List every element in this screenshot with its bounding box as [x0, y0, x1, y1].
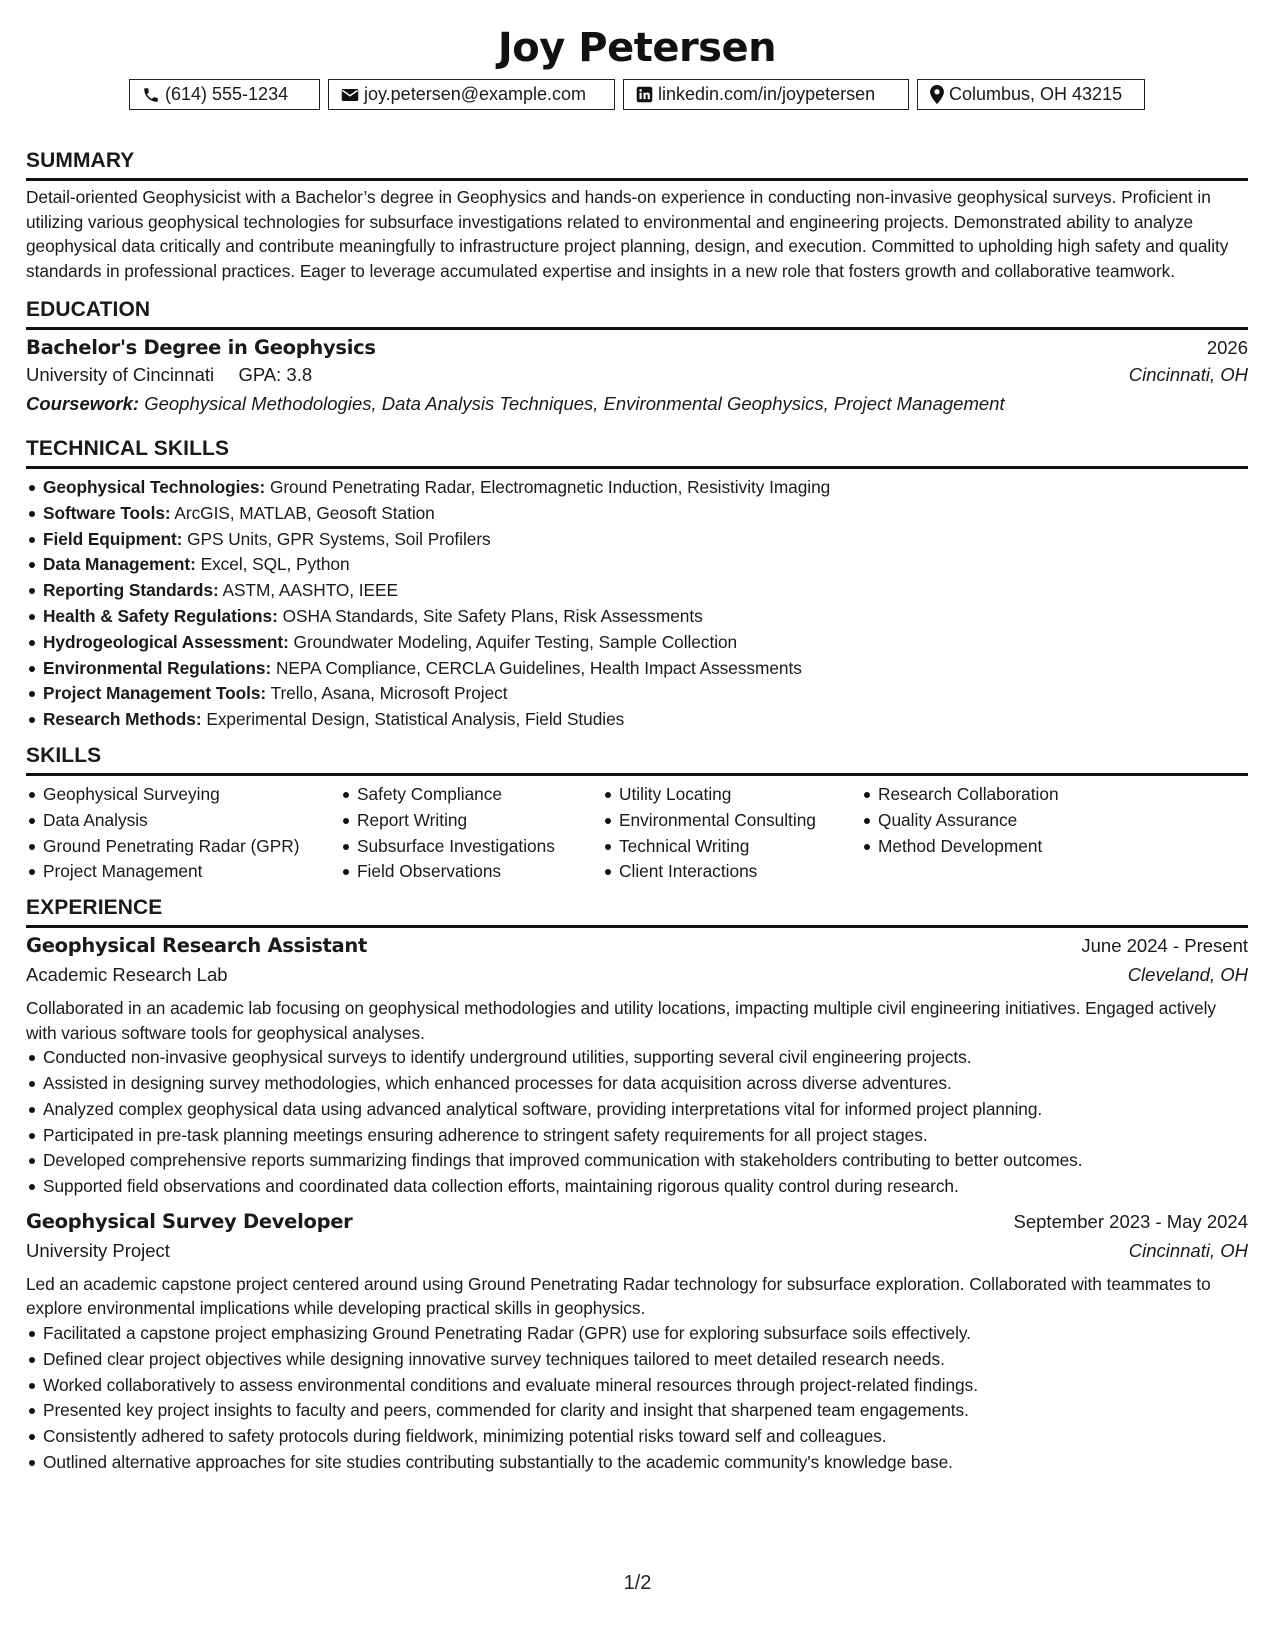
list-item: Utility Locating: [602, 782, 861, 808]
job-location: Cleveland, OH: [1127, 964, 1248, 986]
job-org-row: [26, 964, 1248, 994]
job-header-row: [26, 934, 1248, 964]
job-header-row: [26, 1210, 1248, 1240]
coursework-label: Coursework:: [26, 393, 140, 414]
contact-location[interactable]: [917, 79, 1145, 110]
list-item: Geophysical Surveying: [26, 782, 340, 808]
list-item: Analyzed complex geophysical data using advanced analytical software, providing interpretations vital for informed project planning.: [26, 1097, 1248, 1123]
job-location: Cincinnati, OH: [1128, 1239, 1248, 1261]
job-organization: Academic Research Lab: [26, 964, 228, 986]
resume-page: [26, 20, 1248, 1476]
technical-skills-list: [26, 475, 1248, 733]
list-item: Presented key project insights to faculty and peers, commended for clarity and insight that sharpened team engagements.: [26, 1398, 1248, 1424]
envelope-icon: [341, 87, 359, 103]
coursework-line: [26, 393, 1248, 422]
candidate-name: Joy Petersen: [497, 25, 777, 71]
skills-column-2: [340, 782, 602, 885]
page-number: 1/2: [623, 1572, 652, 1594]
list-item: Worked collaboratively to assess environmental conditions and evaluate mineral resources through project-related findings.: [26, 1373, 1248, 1399]
school-location: Cincinnati, OH: [1128, 364, 1248, 385]
linkedin-icon: [636, 86, 653, 103]
experience-entry: [26, 1210, 1248, 1476]
skills-grid: [26, 782, 1248, 885]
list-item: Project Management Tools: Trello, Asana, Microsoft Project: [26, 681, 1248, 707]
list-item: Reporting Standards: ASTM, AASHTO, IEEE: [26, 578, 1248, 604]
list-item: Research Methods: Experimental Design, Statistical Analysis, Field Studies: [26, 707, 1248, 733]
list-item: Environmental Consulting: [602, 808, 861, 834]
list-item: Safety Compliance: [340, 782, 602, 808]
job-dates: June 2024 - Present: [1081, 935, 1248, 957]
list-item: Environmental Regulations: NEPA Compliance, CERCLA Guidelines, Health Impact Assessments: [26, 656, 1248, 682]
job-summary: Collaborated in an academic lab focusing on geophysical methodologies and utility locations, impacting multiple civil engineering initiatives. Engaged actively with various software tools for geophysical analyses.: [26, 998, 1216, 1043]
list-item: Supported field observations and coordinated data collection efforts, maintaining rigorous quality control during research.: [26, 1174, 1248, 1200]
gpa: GPA: 3.8: [238, 364, 313, 385]
list-item: Data Analysis: [26, 808, 340, 834]
list-item: Defined clear project objectives while designing innovative survey techniques tailored to meet detailed research needs.: [26, 1347, 1248, 1373]
school-name: University of Cincinnati: [26, 364, 215, 385]
experience-entry: [26, 934, 1248, 1200]
section-title-experience: EXPERIENCE: [26, 895, 1248, 928]
map-pin-icon: [930, 85, 944, 104]
section-title-summary: SUMMARY: [26, 148, 1248, 181]
education-section: [26, 297, 1248, 422]
job-title: Geophysical Survey Developer: [26, 1209, 353, 1233]
phone-text: (614) 555-1234: [165, 84, 289, 104]
list-item: Facilitated a capstone project emphasizing Ground Penetrating Radar (GPR) use for exploring subsurface soils effectively.: [26, 1321, 1248, 1347]
contact-phone[interactable]: [129, 79, 320, 110]
list-item: Outlined alternative approaches for site studies contributing substantially to the academic community's knowledge base.: [26, 1450, 1248, 1476]
job-dates: September 2023 - May 2024: [1013, 1210, 1248, 1232]
graduation-year: 2026: [1206, 337, 1248, 358]
job-summary: Led an academic capstone project centered around using Ground Penetrating Radar technology for subsurface exploration. Collaborated with teammates to explore environmental implications while developing practical skills in geophysics.: [26, 1273, 1211, 1319]
list-item: Consistently adhered to safety protocols during fieldwork, minimizing potential risks toward self and colleagues.: [26, 1424, 1248, 1450]
list-item: Research Collaboration: [861, 782, 1161, 808]
degree: Bachelor's Degree in Geophysics: [26, 336, 376, 359]
location-text: Columbus, OH 43215: [949, 84, 1123, 104]
email-text: joy.petersen@example.com: [364, 84, 587, 104]
skills-column-1: [26, 782, 340, 885]
job-bullets: [26, 1045, 1248, 1200]
linkedin-text: linkedin.com/in/joypetersen: [658, 84, 876, 104]
skills-column-4: [861, 782, 1161, 885]
contact-bar: [26, 79, 1248, 110]
list-item: Conducted non-invasive geophysical surveys to identify underground utilities, supporting several civil engineering projects.: [26, 1045, 1248, 1071]
contact-linkedin[interactable]: [623, 79, 909, 110]
list-item: Subsurface Investigations: [340, 834, 602, 860]
coursework-list: Geophysical Methodologies, Data Analysis Techniques, Environmental Geophysics, Project Management: [144, 393, 1005, 414]
technical-skills-section: [26, 436, 1248, 733]
job-bullets: [26, 1321, 1248, 1476]
experience-section: [26, 895, 1248, 1476]
skills-column-3: [602, 782, 861, 885]
list-item: Software Tools: ArcGIS, MATLAB, Geosoft Station: [26, 501, 1248, 527]
list-item: Health & Safety Regulations: OSHA Standards, Site Safety Plans, Risk Assessments: [26, 604, 1248, 630]
summary-section: [26, 148, 1248, 283]
list-item: Technical Writing: [602, 834, 861, 860]
job-organization: University Project: [26, 1239, 170, 1261]
list-item: Client Interactions: [602, 859, 861, 885]
section-title-education: EDUCATION: [26, 297, 1248, 330]
list-item: Ground Penetrating Radar (GPR): [26, 834, 340, 860]
list-item: Field Equipment: GPS Units, GPR Systems, Soil Profilers: [26, 527, 1248, 553]
list-item: Geophysical Technologies: Ground Penetrating Radar, Electromagnetic Induction, Resistivity Imaging: [26, 475, 1248, 501]
summary-text: Detail-oriented Geophysicist with a Bachelor’s degree in Geophysics and hands-on experience in conducting non-invasive geophysical surveys. Proficient in utilizing various geophysical technologies for subsurface investigations related to environmental and engineering projects. Demonstrated ability to analyze geophysical data critically and contribute meaningfully to infrastructure project planning, design, and execution. Committed to upholding high safety and quality standards in professional practices. Eager to leverage accumulated expertise and insights in a new role that fosters growth and collaborative teamwork.: [26, 187, 1229, 281]
education-header-row: [26, 336, 1248, 364]
skills-section: [26, 743, 1248, 885]
list-item: Field Observations: [340, 859, 602, 885]
contact-email[interactable]: [328, 79, 615, 110]
list-item: Developed comprehensive reports summarizing findings that improved communication with stakeholders contributing to better outcomes.: [26, 1148, 1248, 1174]
school-line: [26, 364, 312, 386]
list-item: Assisted in designing survey methodologies, which enhanced processes for data acquisition across diverse adventures.: [26, 1071, 1248, 1097]
list-item: Hydrogeological Assessment: Groundwater Modeling, Aquifer Testing, Sample Collection: [26, 630, 1248, 656]
job-title: Geophysical Research Assistant: [26, 934, 368, 958]
list-item: Method Development: [861, 834, 1161, 860]
list-item: Project Management: [26, 859, 340, 885]
education-school-row: [26, 364, 1248, 393]
job-org-row: [26, 1240, 1248, 1270]
list-item: Quality Assurance: [861, 808, 1161, 834]
section-title-technical-skills: TECHNICAL SKILLS: [26, 436, 1248, 469]
phone-icon: [142, 86, 160, 104]
list-item: Data Management: Excel, SQL, Python: [26, 552, 1248, 578]
section-title-skills: SKILLS: [26, 743, 1248, 776]
list-item: Participated in pre-task planning meetings ensuring adherence to stringent safety requirements for all project stages.: [26, 1123, 1248, 1149]
list-item: Report Writing: [340, 808, 602, 834]
